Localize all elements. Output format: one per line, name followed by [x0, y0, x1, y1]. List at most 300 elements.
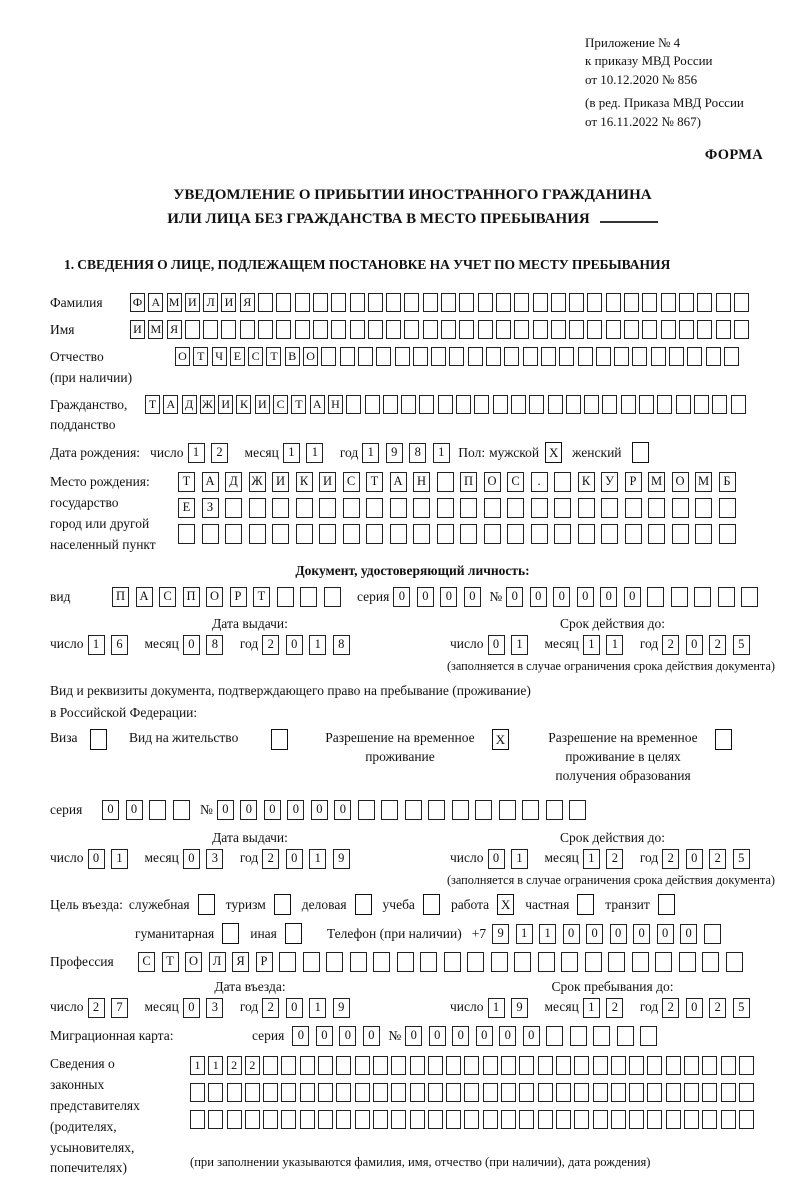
char-cell[interactable] — [617, 1026, 634, 1046]
char-cell[interactable] — [178, 524, 195, 544]
char-cell[interactable] — [519, 1056, 534, 1075]
char-cell[interactable] — [666, 1110, 681, 1129]
char-cell[interactable] — [303, 952, 320, 972]
char-cell[interactable] — [444, 952, 461, 972]
char-cell[interactable] — [629, 1110, 644, 1129]
char-cell[interactable] — [343, 498, 360, 518]
char-cell[interactable] — [249, 524, 266, 544]
char-cell[interactable] — [281, 1110, 296, 1129]
char-cell[interactable]: С — [159, 587, 176, 607]
char-cell[interactable]: О — [206, 587, 223, 607]
char-cell[interactable] — [614, 347, 629, 366]
char-cell[interactable] — [431, 347, 446, 366]
char-cell[interactable] — [464, 1083, 479, 1102]
char-cell[interactable]: 0 — [680, 924, 697, 944]
char-cell[interactable] — [449, 347, 464, 366]
char-cell[interactable] — [514, 293, 529, 312]
char-cell[interactable] — [538, 1083, 553, 1102]
char-cell[interactable] — [483, 1083, 498, 1102]
char-cell[interactable]: 2 — [709, 849, 726, 869]
char-cell[interactable] — [368, 293, 383, 312]
char-cell[interactable]: 0 — [316, 1026, 333, 1046]
char-cell[interactable] — [227, 1083, 242, 1102]
char-cell[interactable]: Н — [328, 395, 343, 414]
char-cell[interactable] — [437, 472, 454, 492]
char-cell[interactable]: 0 — [686, 998, 703, 1018]
char-cell[interactable] — [300, 1110, 315, 1129]
char-cell[interactable] — [716, 320, 731, 339]
char-cell[interactable]: 3 — [206, 998, 223, 1018]
char-cell[interactable] — [386, 320, 401, 339]
char-cell[interactable]: 0 — [686, 849, 703, 869]
char-cell[interactable] — [410, 1110, 425, 1129]
char-cell[interactable]: 0 — [393, 587, 410, 607]
char-cell[interactable] — [326, 952, 343, 972]
char-cell[interactable] — [569, 800, 586, 820]
char-cell[interactable] — [437, 498, 454, 518]
char-cell[interactable] — [546, 800, 563, 820]
char-cell[interactable] — [608, 952, 625, 972]
char-cell[interactable]: 0 — [464, 587, 481, 607]
char-cell[interactable] — [574, 1110, 589, 1129]
char-cell[interactable]: И — [221, 293, 236, 312]
char-cell[interactable]: 0 — [506, 587, 523, 607]
char-cell[interactable]: 1 — [309, 635, 326, 655]
char-cell[interactable]: 1 — [309, 849, 326, 869]
char-cell[interactable] — [410, 1056, 425, 1075]
char-cell[interactable] — [734, 320, 749, 339]
char-cell[interactable]: О — [672, 472, 689, 492]
char-cell[interactable] — [671, 587, 688, 607]
char-cell[interactable] — [355, 1056, 370, 1075]
char-cell[interactable] — [556, 1056, 571, 1075]
char-cell[interactable] — [672, 498, 689, 518]
char-cell[interactable] — [554, 524, 571, 544]
char-cell[interactable] — [428, 1056, 443, 1075]
char-cell[interactable]: А — [148, 293, 163, 312]
char-cell[interactable]: Т — [266, 347, 281, 366]
char-cell[interactable] — [340, 347, 355, 366]
char-cell[interactable] — [423, 293, 438, 312]
char-cell[interactable] — [420, 952, 437, 972]
char-cell[interactable] — [263, 1110, 278, 1129]
char-cell[interactable] — [296, 498, 313, 518]
char-cell[interactable] — [504, 347, 519, 366]
char-cell[interactable] — [684, 1056, 699, 1075]
char-cell[interactable] — [676, 395, 691, 414]
char-cell[interactable] — [632, 347, 647, 366]
char-cell[interactable] — [376, 347, 391, 366]
char-cell[interactable] — [460, 498, 477, 518]
char-cell[interactable]: 2 — [709, 998, 726, 1018]
char-cell[interactable] — [574, 1083, 589, 1102]
char-cell[interactable] — [602, 395, 617, 414]
char-cell[interactable]: 0 — [530, 587, 547, 607]
char-cell[interactable]: 2 — [262, 635, 279, 655]
char-cell[interactable] — [296, 524, 313, 544]
char-cell[interactable]: С — [343, 472, 360, 492]
char-cell[interactable] — [739, 1110, 754, 1129]
char-cell[interactable] — [277, 587, 294, 607]
char-cell[interactable] — [533, 320, 548, 339]
char-cell[interactable] — [538, 952, 555, 972]
char-cell[interactable]: 2 — [709, 635, 726, 655]
char-cell[interactable]: Я — [232, 952, 249, 972]
char-cell[interactable] — [672, 524, 689, 544]
char-cell[interactable] — [321, 347, 336, 366]
char-cell[interactable] — [355, 1083, 370, 1102]
char-cell[interactable] — [373, 1083, 388, 1102]
char-cell[interactable]: 0 — [476, 1026, 493, 1046]
char-cell[interactable] — [501, 1083, 516, 1102]
option-checkbox[interactable] — [577, 894, 594, 915]
char-cell[interactable]: 0 — [553, 587, 570, 607]
char-cell[interactable]: 2 — [606, 998, 623, 1018]
char-cell[interactable] — [319, 524, 336, 544]
char-cell[interactable] — [578, 498, 595, 518]
char-cell[interactable] — [281, 1083, 296, 1102]
char-cell[interactable] — [731, 395, 746, 414]
char-cell[interactable] — [272, 498, 289, 518]
char-cell[interactable]: 0 — [183, 849, 200, 869]
char-cell[interactable] — [647, 587, 664, 607]
char-cell[interactable] — [486, 347, 501, 366]
char-cell[interactable] — [496, 320, 511, 339]
char-cell[interactable] — [373, 1110, 388, 1129]
char-cell[interactable]: 1 — [511, 635, 528, 655]
char-cell[interactable] — [336, 1056, 351, 1075]
char-cell[interactable] — [263, 1056, 278, 1075]
char-cell[interactable] — [593, 1026, 610, 1046]
char-cell[interactable]: Ч — [212, 347, 227, 366]
char-cell[interactable]: 0 — [440, 587, 457, 607]
char-cell[interactable] — [695, 498, 712, 518]
char-cell[interactable] — [410, 1083, 425, 1102]
option-checkbox[interactable] — [285, 923, 302, 944]
char-cell[interactable]: 0 — [311, 800, 328, 820]
char-cell[interactable] — [629, 1083, 644, 1102]
char-cell[interactable] — [679, 952, 696, 972]
char-cell[interactable] — [190, 1083, 205, 1102]
char-cell[interactable] — [346, 395, 361, 414]
char-cell[interactable]: С — [248, 347, 263, 366]
char-cell[interactable] — [694, 587, 711, 607]
char-cell[interactable] — [467, 952, 484, 972]
char-cell[interactable]: 0 — [363, 1026, 380, 1046]
char-cell[interactable] — [190, 1110, 205, 1129]
char-cell[interactable] — [185, 320, 200, 339]
char-cell[interactable]: М — [148, 320, 163, 339]
char-cell[interactable] — [478, 293, 493, 312]
char-cell[interactable] — [684, 1083, 699, 1102]
char-cell[interactable] — [570, 1026, 587, 1046]
char-cell[interactable]: 9 — [333, 998, 350, 1018]
char-cell[interactable]: 1 — [583, 635, 600, 655]
char-cell[interactable] — [366, 524, 383, 544]
char-cell[interactable]: 1 — [583, 849, 600, 869]
char-cell[interactable]: И — [319, 472, 336, 492]
char-cell[interactable] — [358, 800, 375, 820]
char-cell[interactable] — [295, 293, 310, 312]
char-cell[interactable]: И — [130, 320, 145, 339]
char-cell[interactable] — [726, 952, 743, 972]
char-cell[interactable] — [522, 800, 539, 820]
char-cell[interactable] — [546, 1026, 563, 1046]
char-cell[interactable]: Е — [178, 498, 195, 518]
residence-permit-checkbox[interactable] — [271, 729, 288, 750]
char-cell[interactable] — [225, 524, 242, 544]
char-cell[interactable] — [300, 1083, 315, 1102]
char-cell[interactable] — [373, 1056, 388, 1075]
char-cell[interactable] — [484, 498, 501, 518]
char-cell[interactable] — [208, 1110, 223, 1129]
char-cell[interactable]: 8 — [333, 635, 350, 655]
char-cell[interactable] — [593, 1110, 608, 1129]
char-cell[interactable] — [355, 1110, 370, 1129]
char-cell[interactable] — [648, 524, 665, 544]
char-cell[interactable] — [719, 498, 736, 518]
option-checkbox[interactable] — [274, 894, 291, 915]
char-cell[interactable]: П — [460, 472, 477, 492]
char-cell[interactable]: 0 — [88, 849, 105, 869]
char-cell[interactable] — [478, 320, 493, 339]
char-cell[interactable]: 5 — [733, 849, 750, 869]
char-cell[interactable] — [281, 1056, 296, 1075]
char-cell[interactable]: 0 — [264, 800, 281, 820]
char-cell[interactable] — [648, 498, 665, 518]
char-cell[interactable] — [208, 1083, 223, 1102]
char-cell[interactable]: Р — [625, 472, 642, 492]
char-cell[interactable] — [300, 1056, 315, 1075]
char-cell[interactable]: 1 — [511, 849, 528, 869]
char-cell[interactable] — [585, 952, 602, 972]
char-cell[interactable] — [279, 952, 296, 972]
char-cell[interactable]: 1 — [88, 635, 105, 655]
char-cell[interactable]: . — [531, 472, 548, 492]
char-cell[interactable] — [499, 800, 516, 820]
char-cell[interactable]: 1 — [111, 849, 128, 869]
char-cell[interactable] — [464, 1110, 479, 1129]
char-cell[interactable] — [694, 395, 709, 414]
char-cell[interactable]: С — [273, 395, 288, 414]
char-cell[interactable] — [578, 347, 593, 366]
char-cell[interactable] — [639, 395, 654, 414]
char-cell[interactable] — [368, 320, 383, 339]
char-cell[interactable] — [519, 1110, 534, 1129]
char-cell[interactable] — [300, 587, 317, 607]
char-cell[interactable] — [258, 320, 273, 339]
char-cell[interactable] — [651, 347, 666, 366]
char-cell[interactable]: Т — [162, 952, 179, 972]
char-cell[interactable]: 2 — [606, 849, 623, 869]
char-cell[interactable] — [721, 1110, 736, 1129]
char-cell[interactable] — [483, 1056, 498, 1075]
char-cell[interactable] — [319, 498, 336, 518]
char-cell[interactable]: М — [648, 472, 665, 492]
char-cell[interactable]: П — [112, 587, 129, 607]
char-cell[interactable] — [336, 1083, 351, 1102]
char-cell[interactable]: Т — [253, 587, 270, 607]
option-checkbox[interactable] — [198, 894, 215, 915]
char-cell[interactable]: 0 — [405, 1026, 422, 1046]
char-cell[interactable] — [391, 1110, 406, 1129]
char-cell[interactable] — [716, 293, 731, 312]
option-checkbox[interactable] — [222, 923, 239, 944]
char-cell[interactable]: О — [185, 952, 202, 972]
char-cell[interactable] — [661, 320, 676, 339]
char-cell[interactable] — [475, 800, 492, 820]
char-cell[interactable] — [446, 1056, 461, 1075]
char-cell[interactable]: О — [484, 472, 501, 492]
char-cell[interactable] — [484, 524, 501, 544]
char-cell[interactable]: К — [578, 472, 595, 492]
char-cell[interactable]: 0 — [610, 924, 627, 944]
char-cell[interactable] — [724, 347, 739, 366]
char-cell[interactable] — [556, 1110, 571, 1129]
char-cell[interactable] — [606, 320, 621, 339]
char-cell[interactable] — [684, 1110, 699, 1129]
char-cell[interactable]: 0 — [586, 924, 603, 944]
char-cell[interactable]: 2 — [88, 998, 105, 1018]
char-cell[interactable] — [642, 293, 657, 312]
char-cell[interactable] — [554, 472, 571, 492]
char-cell[interactable]: А — [136, 587, 153, 607]
char-cell[interactable] — [397, 952, 414, 972]
char-cell[interactable] — [561, 952, 578, 972]
char-cell[interactable] — [245, 1110, 260, 1129]
char-cell[interactable]: О — [175, 347, 190, 366]
char-cell[interactable] — [519, 1083, 534, 1102]
char-cell[interactable] — [496, 293, 511, 312]
char-cell[interactable] — [697, 293, 712, 312]
char-cell[interactable] — [697, 320, 712, 339]
char-cell[interactable] — [331, 293, 346, 312]
char-cell[interactable] — [318, 1083, 333, 1102]
char-cell[interactable] — [493, 395, 508, 414]
char-cell[interactable] — [350, 952, 367, 972]
char-cell[interactable] — [501, 1110, 516, 1129]
char-cell[interactable] — [276, 320, 291, 339]
sex-male-checkbox[interactable]: X — [545, 442, 562, 463]
char-cell[interactable]: 1 — [516, 924, 533, 944]
char-cell[interactable] — [551, 293, 566, 312]
char-cell[interactable] — [559, 347, 574, 366]
char-cell[interactable] — [721, 1083, 736, 1102]
char-cell[interactable]: И — [272, 472, 289, 492]
char-cell[interactable] — [386, 293, 401, 312]
char-cell[interactable] — [531, 498, 548, 518]
char-cell[interactable] — [601, 524, 618, 544]
char-cell[interactable] — [566, 395, 581, 414]
char-cell[interactable] — [428, 800, 445, 820]
char-cell[interactable] — [569, 293, 584, 312]
char-cell[interactable]: Л — [209, 952, 226, 972]
char-cell[interactable]: 7 — [111, 998, 128, 1018]
char-cell[interactable] — [721, 1056, 736, 1075]
char-cell[interactable] — [395, 347, 410, 366]
char-cell[interactable]: Т — [145, 395, 160, 414]
char-cell[interactable]: 0 — [286, 849, 303, 869]
char-cell[interactable] — [460, 524, 477, 544]
char-cell[interactable] — [468, 347, 483, 366]
char-cell[interactable] — [249, 498, 266, 518]
char-cell[interactable] — [331, 320, 346, 339]
char-cell[interactable]: 1 — [306, 443, 323, 463]
char-cell[interactable]: 1 — [309, 998, 326, 1018]
char-cell[interactable] — [459, 293, 474, 312]
char-cell[interactable]: М — [695, 472, 712, 492]
char-cell[interactable] — [706, 347, 721, 366]
char-cell[interactable] — [336, 1110, 351, 1129]
char-cell[interactable] — [712, 395, 727, 414]
char-cell[interactable] — [459, 320, 474, 339]
char-cell[interactable] — [687, 347, 702, 366]
char-cell[interactable] — [661, 293, 676, 312]
char-cell[interactable] — [548, 395, 563, 414]
char-cell[interactable] — [272, 524, 289, 544]
char-cell[interactable] — [483, 1110, 498, 1129]
char-cell[interactable]: Н — [413, 472, 430, 492]
char-cell[interactable]: 1 — [583, 998, 600, 1018]
char-cell[interactable]: Т — [193, 347, 208, 366]
char-cell[interactable] — [295, 320, 310, 339]
option-checkbox[interactable] — [423, 894, 440, 915]
char-cell[interactable] — [318, 1056, 333, 1075]
char-cell[interactable]: С — [507, 472, 524, 492]
char-cell[interactable]: Л — [203, 293, 218, 312]
char-cell[interactable]: 2 — [662, 998, 679, 1018]
char-cell[interactable] — [647, 1056, 662, 1075]
char-cell[interactable]: 0 — [339, 1026, 356, 1046]
char-cell[interactable] — [593, 1056, 608, 1075]
char-cell[interactable] — [702, 1083, 717, 1102]
char-cell[interactable] — [533, 293, 548, 312]
char-cell[interactable] — [203, 320, 218, 339]
char-cell[interactable] — [718, 587, 735, 607]
char-cell[interactable]: 0 — [286, 635, 303, 655]
char-cell[interactable] — [318, 1110, 333, 1129]
temp-residence-checkbox[interactable]: X — [492, 729, 509, 750]
char-cell[interactable]: А — [390, 472, 407, 492]
char-cell[interactable] — [556, 1083, 571, 1102]
char-cell[interactable] — [601, 498, 618, 518]
char-cell[interactable]: 0 — [499, 1026, 516, 1046]
option-checkbox[interactable]: X — [497, 894, 514, 915]
char-cell[interactable]: 0 — [657, 924, 674, 944]
char-cell[interactable] — [657, 395, 672, 414]
char-cell[interactable]: 1 — [362, 443, 379, 463]
char-cell[interactable] — [413, 524, 430, 544]
char-cell[interactable]: Р — [256, 952, 273, 972]
char-cell[interactable] — [240, 320, 255, 339]
char-cell[interactable]: 0 — [183, 635, 200, 655]
char-cell[interactable]: 2 — [211, 443, 228, 463]
char-cell[interactable] — [621, 395, 636, 414]
char-cell[interactable] — [401, 395, 416, 414]
char-cell[interactable]: Б — [719, 472, 736, 492]
char-cell[interactable] — [383, 395, 398, 414]
char-cell[interactable] — [702, 1056, 717, 1075]
char-cell[interactable] — [739, 1056, 754, 1075]
char-cell[interactable] — [441, 293, 456, 312]
char-cell[interactable]: 6 — [111, 635, 128, 655]
char-cell[interactable] — [719, 524, 736, 544]
char-cell[interactable] — [437, 524, 454, 544]
char-cell[interactable] — [225, 498, 242, 518]
char-cell[interactable] — [584, 395, 599, 414]
char-cell[interactable]: 1 — [208, 1056, 223, 1075]
char-cell[interactable] — [734, 293, 749, 312]
